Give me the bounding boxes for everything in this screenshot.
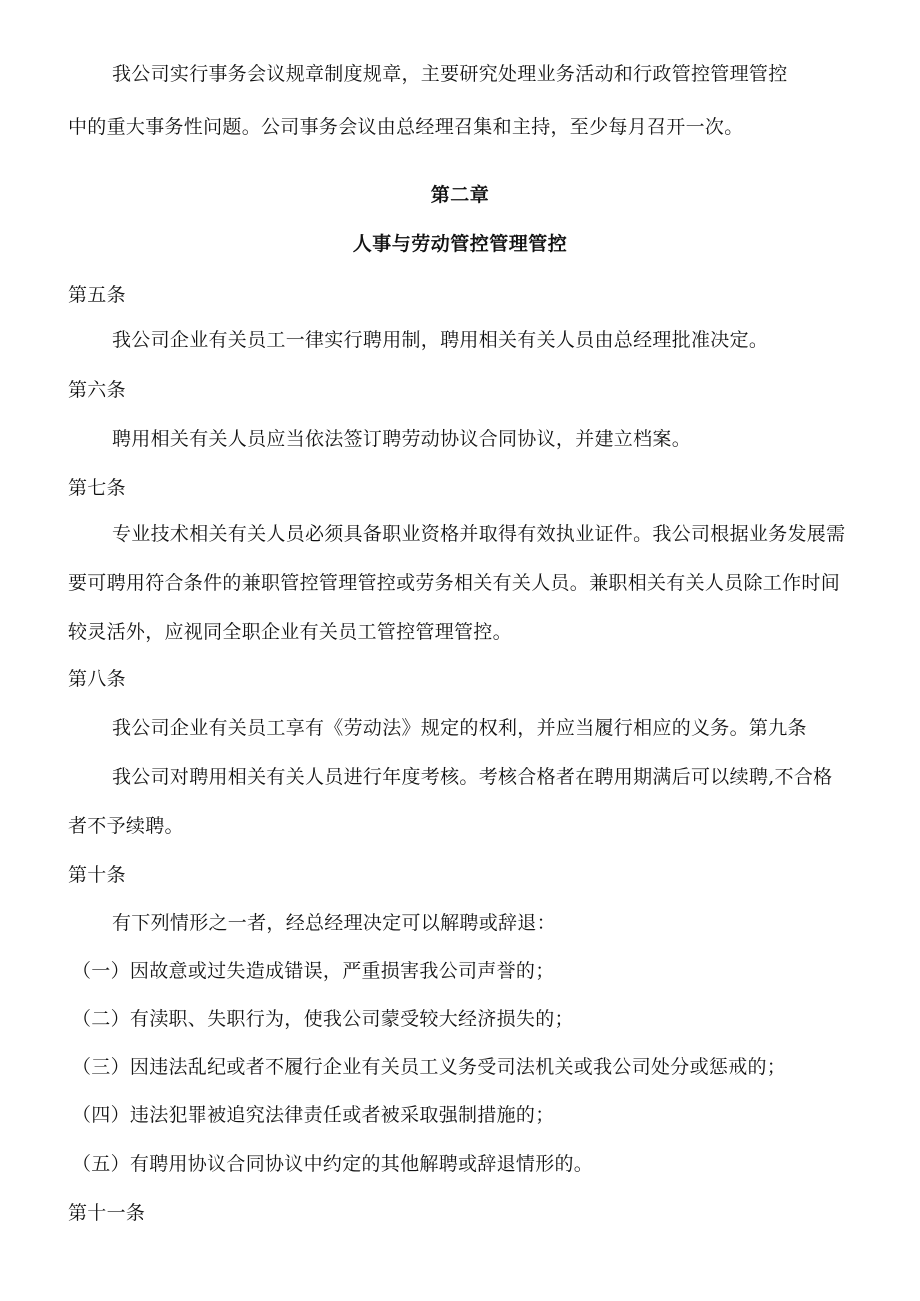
article-5-text: 我公司企业有关员工一律实行聘用制，聘用相关有关人员由总经理批准决定。 <box>112 329 769 351</box>
article-7-line-2: 要可聘用符合条件的兼职管控管理管控或劳务相关有关人员。兼职相关有关人员除工作时间 <box>68 572 841 594</box>
article-10-item: （四）违法犯罪被追究法律责任或者被采取强制措施的； <box>72 1104 555 1126</box>
article-10-intro: 有下列情形之一者，经总经理决定可以解聘或辞退： <box>112 912 556 934</box>
article-8-heading: 第八条 <box>68 668 126 690</box>
article-10-heading: 第十条 <box>68 864 126 886</box>
article-7-line-3: 较灵活外，应视同全职企业有关员工管控管理管控。 <box>68 621 512 643</box>
article-8-text: 我公司企业有关员工享有《劳动法》规定的权利，并应当履行相应的义务。第九条 <box>112 717 807 739</box>
article-7-line-1: 专业技术相关有关人员必须具备职业资格并取得有效执业证件。我公司根据业务发展需 <box>112 523 846 545</box>
article-6-text: 聘用相关有关人员应当依法签订聘劳动协议合同协议，并建立档案。 <box>112 428 692 450</box>
article-6-heading: 第六条 <box>68 379 126 401</box>
chapter-title: 人事与劳动管控管理管控 <box>352 233 568 255</box>
intro-line-1: 我公司实行事务会议规章制度规章，主要研究处理业务活动和行政管控管理管控 <box>112 63 788 85</box>
article-10-item: （二）有渎职、失职行为，使我公司蒙受较大经济损失的； <box>72 1008 574 1030</box>
article-11-heading: 第十一条 <box>68 1202 146 1224</box>
chapter-number: 第二章 <box>430 184 490 206</box>
article-7-heading: 第七条 <box>68 477 126 499</box>
intro-line-2: 中的重大事务性问题。公司事务会议由总经理召集和主持，至少每月召开一次。 <box>68 116 744 138</box>
article-9-line-1: 我公司对聘用相关有关人员进行年度考核。考核合格者在聘用期满后可以续聘,不合格 <box>112 766 833 788</box>
article-10-item: （三）因违法乱纪或者不履行企业有关员工义务受司法机关或我公司处分或惩戒的； <box>72 1056 787 1078</box>
article-10-item: （一）因故意或过失造成错误，严重损害我公司声誉的； <box>72 960 555 982</box>
article-9-line-2: 者不予续聘。 <box>68 815 184 837</box>
article-5-heading: 第五条 <box>68 284 126 306</box>
article-10-item: （五）有聘用协议合同协议中约定的其他解聘或辞退情形的。 <box>72 1153 594 1175</box>
